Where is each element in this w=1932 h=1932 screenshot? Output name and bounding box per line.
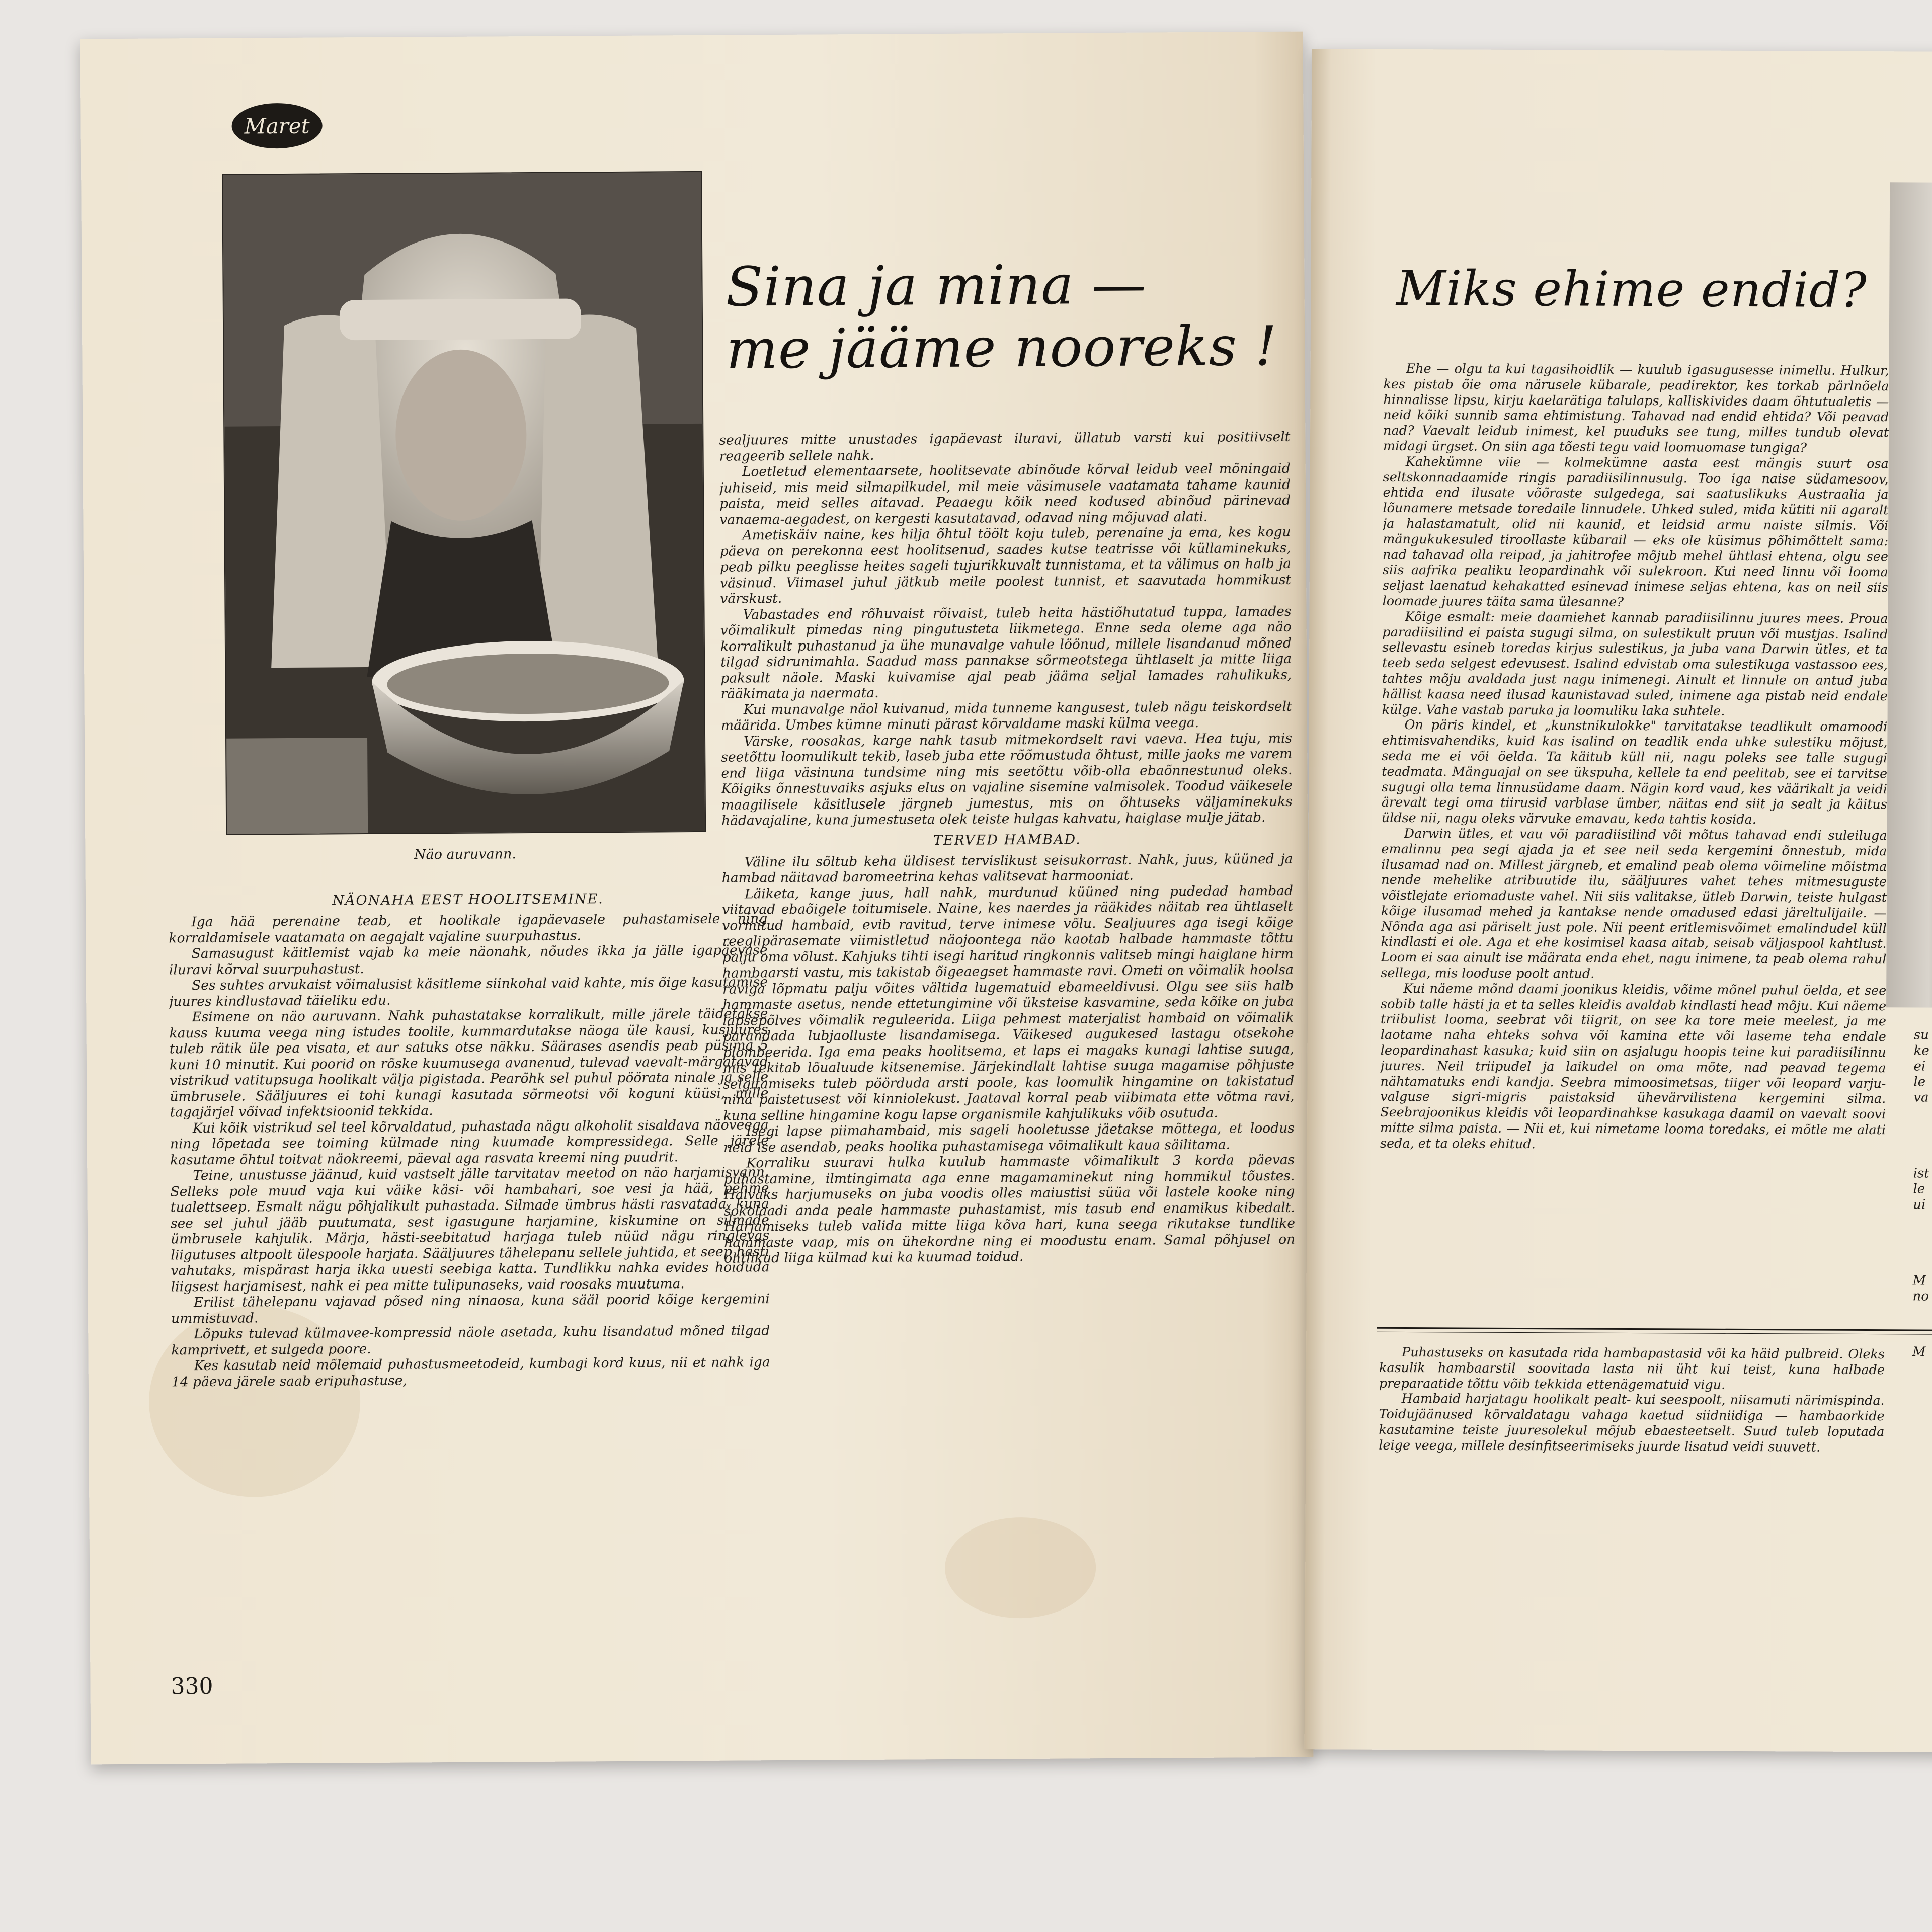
article-title	[726, 253, 1290, 381]
article-title: Miks ehime endid?	[1396, 260, 1867, 319]
paragraph: On päris kindel, et „kunstnikulokke" tarvitatakse teadlikult omamoodi ehtimisvahendiks, kuid kas isalind on teadlik enda uhke sulestiku mõjust, seda me ei või öelda. Ta käitub küll nii, nagu poleks see talle sugugi teadmata. Mänguajal on see ükspuha, kellele ta end peelitab, see ei tarvitse sugugi olla tema linnusüdame daam. Nägin kord vaud, kes väärikalt ja veidi ärevalt tegi oma tiirusid varblase ümber, näitas end siit ja sealt ja käitus üldse nii, nagu oleks värvuke emavau, keda tahtis kosida.	[1381, 717, 1888, 828]
paragraph: Iga hää perenaine teab, et hoolikale igapäevasele puhastamisele ning korraldamisele vaatamata on aegajalt vajaline suurpuhastus.	[169, 911, 768, 946]
woman-steam-bath-photo	[222, 171, 706, 835]
fragment: su	[1913, 1027, 1929, 1043]
paragraph: Väline ilu sõltub keha üldisest tervislikust seisukorrast. Nahk, juus, küüned ja hambad näitavad baromeetrina kehas valitsevat harmooniat.	[721, 851, 1293, 886]
paragraph: Kes kasutab neid mõlemaid puhastusmeetodeid, kumbagi kord kuus, nii et nahk iga 14 päeva järele saab eripuhastuse,	[171, 1354, 770, 1390]
fragment: le	[1913, 1181, 1925, 1197]
right-magazine-page	[1305, 49, 1932, 1752]
paragraph: Ehe — olgu ta kui tagasihoidlik — kuulub igasugusesse inimellu. Hulkur, kes pistab õie oma närusele kübarale, peadirektor, kes torkab pärlnõela hinnalisse lipsu, kirju kaelarätiga talulaps, kalliskivides daam õhtutualetis — neid kõiki sunnib sama ehtimistung. Tahavad nad endid ehtida? Või peavad nad? Vaevalt leidub inimest, kel puuduks see tung, milles tundub olevat midagi ürgset. On siin aga tõesti tegu vaid loomuomase tungiga?	[1383, 361, 1889, 456]
section-heading-skin-care: NÄONAHA EEST HOOLITSEMINE.	[332, 891, 604, 909]
paragraph: Korraliku suuravi hulka kuulub hammaste võimalikult 3 korda päevas puhastamine, ilmtingimata aga enne magamaminekut ning hommikul tõustes. Halvaks harjumuseks on juba voodis olles maiustisi süüa või lastele kooke ning šokolaadi anda peale hammaste puhastamist, mis tasub end enamikus kibedalt. Harjamiseks tuleb valida mitte liiga kõva hari, kuna seega rikutakse tundlike hammaste vaap, mis on ühekordne ning ei moodustu enam. Samal põhjusel on ohtlikud liiga külmad kui ka kuumad toidud.	[723, 1152, 1296, 1266]
paragraph: Kui näeme mõnd daami joonikus kleidis, võime mõnel puhul öelda, et see sobib talle hästi ja et ta selles kleidis avaldab kindlasti head mõju. Kui näeme triibulist looma, seebrat või tiigrit, on see ka tore meie meelest, ja me laotame naha ehteks sohva või kamina ette või laseme teha endale leopardinahast kasuka; kuid siin on asjalugu hoopis teine kui paradiisilinnu juures. Neil triipudel ja laikudel on oma mõte, nad peavad tegema nähtamatuks endi kandja. Seebra mimoosimetsas, tiiger või leopard varju-valguse sigri-migris paistaksid ühevärvilistena kergemini silma. Seebrajoonikus kleidis või leopardinahkse kasukaga daamil on vaevalt soovi mitte silma paista. — Nii et, kui nimetame looma toredaks, ei mõtle me alati seda, et ta oleks ehitud.	[1380, 981, 1887, 1152]
fragment: M	[1912, 1344, 1926, 1360]
continued-teeth-column	[1378, 1345, 1885, 1608]
paragraph: Läiketa, kange juus, hall nahk, murdunud küüned ning pudedad hambad viitavad ebaõigele toitumisele. Naine, kes naerdes ja rääkides näitab rea ühtlaselt vormitud hambaid, evib ravitud, terve inimese võlu. Sealjuures aga isegi kõige reeglipärasemate viimistletud näojoontega näo kaotab halbade hammaste tõttu palju oma võlust. Kahjuks tihti isegi haritud ringkonnis valitseb mingi haiglane hirm hambaarsti vastu, mis takistab õigeaegset hammaste ravi. Ometi on võimalik hoolsa raviga lõpmatu palju võites vältida lugematuid ebameeldivusi. Olgu see siis halb hammaste asetus, nende ettetungimine või üksteise kasvamine, seda kõike on juba lapsepõlves võimalik reguleerida. Liiga pehmest materjalist hambaid on võimalik parandada lubjaolluste lisandamisega. Väikesed augukesed lastagu otsekohe plombeerida. Iga ema peaks hoolitsema, et laps ei magaks kunagi lahtise suuga, mis tekitab lõualuude kitsenemise. Järjekindlalt lahtise suuga magamise põhjuste selgitamiseks tuleb pöörduda arsti poole, kas loomulik hingamine on takistatud nina paistetusest või kinniolekust. Jaataval korral peab viibimata ette võtma ravi, kuna selline hingamine kogu lapse organismile kahjulikuks võib osutuda.	[722, 882, 1295, 1124]
paragraph: Lõpuks tulevad külmavee-kompressid näole asetada, kuhu lisandatud mõned tilgad kamprivett, et sulgeda poore.	[171, 1323, 770, 1358]
paragraph: Ametiskäiv naine, kes hilja õhtul töölt koju tuleb, perenaine ja ema, kes kogu päeva on perekonna eest hoolitsenud, saades kutse teatrisse või küllaminekuks, peab pilku peeglisse heites sageli tujurikkuvalt tunnistama, et ta välimus on halb ja väsinud. Viimasel juhul jätkub meile poolest tunnist, et saavutada hommikust värskust.	[719, 524, 1292, 607]
section-heading-healthy-teeth: TERVED HAMBAD.	[933, 831, 1081, 848]
section-divider	[1377, 1327, 1932, 1335]
fragment: ke	[1913, 1043, 1929, 1059]
fragment: ui	[1913, 1197, 1926, 1213]
article-column	[1379, 361, 1889, 1319]
page-number: 330	[171, 1673, 213, 1700]
paragraph: Värske, roosakas, karge nahk tasub mitmekordselt ravi vaeva. Hea tuju, mis seetõttu loomulikult tekib, laseb juba ette rõõmustuda õhtust, mille jaoks me varem end liiga väsinuna tundsime ning mis seetõttu võib-olla ebaõnnestunud oleks. Kõigiks õnnestuvaiks asjuks elus on vajaline sisemine valmisolek. Toodud väikesele maagilisele käsitlusele järgneb jumestus, mis on õhtuseks väljaminekuks hädavajaline, kuna jumestuseta olek teiste hulgas kahvatu, haiglase mulje jätab.	[721, 730, 1293, 829]
paragraph: Kahekümne viie — kolmekümne aasta eest mängis suurt osa seltskonnadaamide ringis paradiisilinnusulg. Too iga naise südamesoov, ehtida end ilusate võõraste sulgedega, sai saatuslikuks Austraalia ja lõunamere metsade toredaile linnudele. Uhked suled, mida kütiti nii agaralt ja halastamatult, olid nii kaunid, et leidsid armu naiste silmis. Või mängukukesuled tiroollaste kübarail — eks ole küsimus põhimõttelt sama: nad tahavad olla reipad, ja jahitrofee mõjub mehel ühtlasi ehtena, olgu see siis aafrika pealiku leopardinahk või sulekroon. Kui need linnu või looma seljast laenatud kehakatted esinevad inimese seljas ehtena, kas on neil siis loomade juures täita sama ülesanne?	[1382, 454, 1889, 610]
paragraph: Hambaid harjatagu hoolikalt pealt- kui seespoolt, niisamuti närimispinda. Toidujäänused kõrvaldatagu vahaga kaetud siidniidiga — hambaorkide kasutamine teiste juuresolekul mõjub ebaesteetselt. Suud tuleb loputada leige veega, millele desinfitseerimiseks juurde lisatud veidi suuvett.	[1379, 1391, 1885, 1455]
paragraph: Teine, unustusse jäänud, kuid vastselt jälle tarvitatav meetod on näo harjamisvann. Selleks pole muud vaja kui väike käsi- või hambahari, soe vesi ja hää, pehme tualettseep. Esmalt nägu põhjalikult puhastada. Silmade ümbrus hästi rasvatada, kuna see sel juhul jääb puutumata, sest igasugune harjamine, kiskumine on silmade ümbrusele kahjulik. Märja, hästi-seebitatud harjaga tuleb nüüd nägu ringlevas liigutuses altpoolt ülespoole harjata. Sääljuures tähelepanu sellele juhtida, et seep hästi vahutaks, mispärast harja ikka uuesti seebiga katta. Tundlikku nahka evides hoiduda liigsest harjamisest, nahk ei pea mitte tulipunaseks, vaid roosaks muutuma.	[170, 1164, 770, 1295]
title-line-1: Sina ja mina —	[726, 253, 1147, 319]
fragment: M	[1912, 1273, 1926, 1289]
fragment: va	[1913, 1090, 1929, 1105]
paragraph: Loetletud elementaarsete, hoolitsevate abinõude kõrval leidub veel mõningaid juhiseid, mis meid silmapilkudel, mil meie väsimusele vaatamata tahame kaunid paista, meid selles aitavad. Peaaegu kõik need kodused abinõud pärinevad vanaema-aegadest, on kergesti kasutatavad, odavad ning mõjuvad alati.	[719, 460, 1291, 528]
magazine-logo: Maret	[231, 103, 323, 149]
paragraph: Kõige esmalt: meie daamiehet kannab paradiisilinnu juures mees. Proua paradiisilind ei paista sugugi silma, on sulestikult pruun või mustjas. Isalind sellevastu esineb toredas kirjus sulestikus, ja juba vana Darwin ütles, et ta teeb seda selgest edevusest. Isalind edvistab oma sulestikuga vastassoo ees, tahtes mõju avaldada just nagu inimenegi. Ainult et linnule on antud juba hällist kaasa need ilusad kaunistavad suled, inimene aga pistab neid endale külge. Vahe vastab paruka ja loomuliku laka suhtele.	[1382, 609, 1888, 719]
fragment: ist	[1913, 1166, 1929, 1181]
fragment: le	[1913, 1074, 1926, 1090]
paragraph: Isegi lapse piimahambaid, mis sageli hooletusse jäetakse mõttega, et loodus neid ise asendab, peaks hoolika puhastamisega võimalikult kaua säilitama.	[723, 1120, 1295, 1156]
cut-off-column-fragments	[1912, 1027, 1932, 1360]
article-column-2	[719, 429, 1298, 1680]
paragraph: Erilist tähelepanu vajavad põsed ning ninaosa, kuna sääl poorid kõige kergemini ummistuvad.	[171, 1291, 770, 1326]
paragraph: Samasugust käitlemist vajab ka meie näonahk, nõudes ikka ja jälle igapäevase iluravi kõrval suurpuhastust.	[169, 942, 768, 978]
paragraph: Darwin ütles, et vau või paradiisilind või mõtus tahavad endi suleiluga emalinnu pea segi ajada ja et see neil seda kergemini õnnestub, mida ilusamad nad on. Millest järgneb, et emalind peab olema võimeline mõistma nende mehelike atribuutide ilu, sääljuures vahet tehes mitmesuguste võistlejate eriomaduste vahel. Nii siis valitakse, ütleb Darwin, teiste hulgast kõige ilusamad mehed ja kantakse nende omadused edasi järeltulijaile. — Nõnda aga asi päriselt just pole. Nii peent eritlemisvõimet emalindudel küll kindlasti ei ole. Aga et ehe kosimisel kaasa aitab, seisab väljaspool kahtlust. Loom ei saa ainult ise määrata enda ehet, nagu inimene, ta peab olema rahul sellega, mis looduse poolt antud.	[1381, 826, 1887, 982]
paragraph: Kui kõik vistrikud sel teel kõrvaldatud, puhastada nägu alkoholit sisaldava näoveega ning lõpetada see toiming külmade ning kuumade kompressidega. Selle järele kasutame õhtul toitvat näokreemi, päeval aga rasvata kreemi ning puudrit.	[170, 1116, 769, 1168]
paragraph: Esimene on näo auruvann. Nahk puhastatakse korralikult, mille järele täidetakse kauss kuuma veega ning istudes toolile, kummardutakse näoga üle kausi, kusjuures tuleb rätik üle pea visata, et aur satuks otse näkku. Säärases asendis peab püsima 5 kuni 10 minutit. Kui poorid on rõske kuumusega avanenud, tulevad vaevalt-märgatavad vistrikud vatitupsuga hoolikalt välja pigistada. Pearõhk sel puhul pöörata ninale ja selle ümbrusele. Sääljuures ei tohi kunagi kasutada sõrmeotsi või koguni küüsi, mille tagajärjel võivad infektsioonid tekkida.	[169, 1006, 769, 1120]
left-magazine-page	[80, 32, 1314, 1765]
paragraph: Kui munavalge näol kuivanud, mida tunneme kangusest, tuleb nägu teiskordselt määrida. Umbes kümne minuti pärast kõrvaldame maski külma veega.	[720, 698, 1292, 734]
paragraph: Vabastades end rõhuvaist rõivaist, tuleb heita hästiõhutatud tuppa, lamades võimalikult pimedas ning pingutusteta liikmetega. Enne seda oleme aga näo korralikult puhastanud ja ühe munavalge vahule löönud, millele lisandanud mõned tilgad sidrunimahla. Saadud mass pannakse sõrmeotstega ühtlaselt ja mitte liiga paksult näole. Maski kuivamise ajal peab jääma seljal lamades rahulikuks, rääkimata ja naermata.	[720, 603, 1292, 702]
paragraph: sealjuures mitte unustades igapäevast iluravi, üllatub varsti kui positiivselt reageerib sellele nahk.	[719, 429, 1291, 464]
article-column-1	[169, 885, 772, 1673]
fragment: ei	[1913, 1059, 1926, 1074]
paragraph: Puhastuseks on kasutada rida hambapastasid või ka häid pulbreid. Oleks kasulik hambaarstil soovitada lasta nii üht kui teist, kuna halbade preparaatide tõttu võib tekkida ettenägematuid vigu.	[1379, 1345, 1885, 1393]
paragraph: Ses suhtes arvukaist võimalusist käsitleme siinkohal vaid kahte, mis õige kasutamise juures kindlustavad täieliku edu.	[169, 974, 768, 1009]
title-line-2: me jääme nooreks !	[726, 315, 1278, 381]
photo-caption: Näo auruvann.	[414, 846, 517, 863]
fragment: no	[1912, 1289, 1929, 1304]
